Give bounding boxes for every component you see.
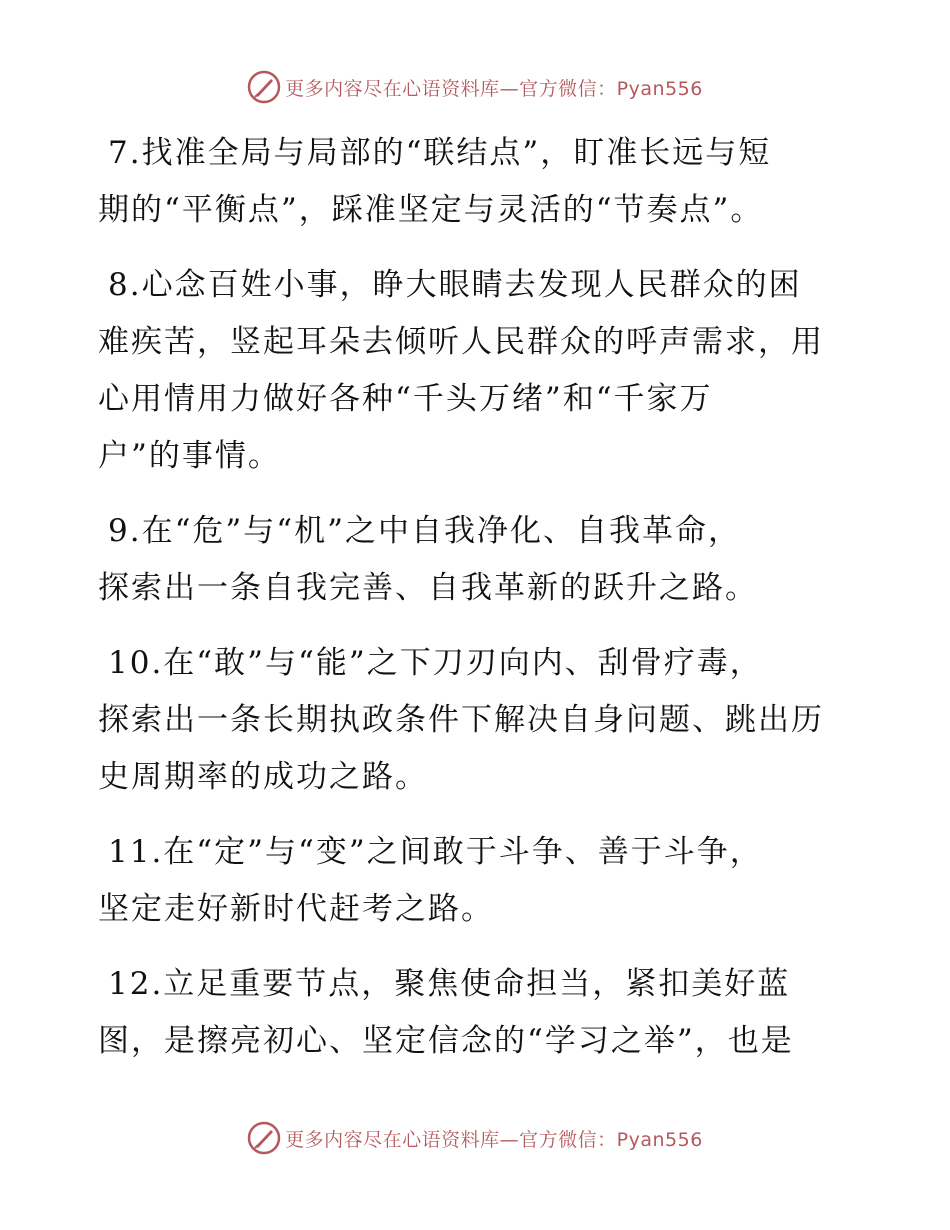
paragraph-8: [98, 257, 850, 485]
paragraph-line: 期的“平衡点”，踩准坚定与灵活的“节奏点”。: [98, 192, 764, 228]
document-body: [98, 125, 850, 1088]
header-banner: [0, 70, 950, 110]
paragraph-line: 难疾苦，竖起耳朵去倾听人民群众的呼声需求，用: [98, 324, 824, 360]
paragraph-7: [98, 125, 850, 239]
footer-banner: [0, 1121, 950, 1161]
paragraph-9: [98, 503, 850, 617]
paragraph-line: 8.心念百姓小事，睁大眼睛去发现人民群众的困: [108, 267, 802, 303]
paragraph-line: 户”的事情。: [98, 438, 281, 474]
paragraph-line: 图，是擦亮初心、坚定信念的“学习之举”，也是: [98, 1023, 794, 1059]
paragraph-12: [98, 956, 850, 1070]
paragraph-line: 坚定走好新时代赶考之路。: [98, 891, 494, 927]
paragraph-10: [98, 635, 850, 806]
paragraph-line: 7.找准全局与局部的“联结点”，盯准长远与短: [108, 135, 772, 171]
header-banner-text: 更多内容尽在心语资料库—官方微信：Pyan556: [285, 77, 703, 100]
paragraph-line: 史周期率的成功之路。: [98, 759, 428, 795]
paragraph-line: 11.在“定”与“变”之间敢于斗争、善于斗争，: [108, 834, 763, 870]
quill-pen-logo-icon: [247, 70, 281, 104]
paragraph-line: 9.在“危”与“机”之中自我净化、自我革命，: [108, 513, 741, 549]
paragraph-11: [98, 824, 850, 938]
quill-pen-logo-icon: [247, 1121, 281, 1155]
paragraph-line: 探索出一条长期执政条件下解决自身问题、跳出历: [98, 702, 824, 738]
paragraph-line: 10.在“敢”与“能”之下刀刃向内、刮骨疗毒，: [108, 645, 763, 681]
paragraph-line: 探索出一条自我完善、自我革新的跃升之路。: [98, 570, 758, 606]
footer-banner-text: 更多内容尽在心语资料库—官方微信：Pyan556: [285, 1128, 703, 1151]
paragraph-line: 12.立足重要节点，聚焦使命担当，紧扣美好蓝: [108, 966, 791, 1002]
paragraph-line: 心用情用力做好各种“千头万绪”和“千家万: [98, 381, 713, 417]
